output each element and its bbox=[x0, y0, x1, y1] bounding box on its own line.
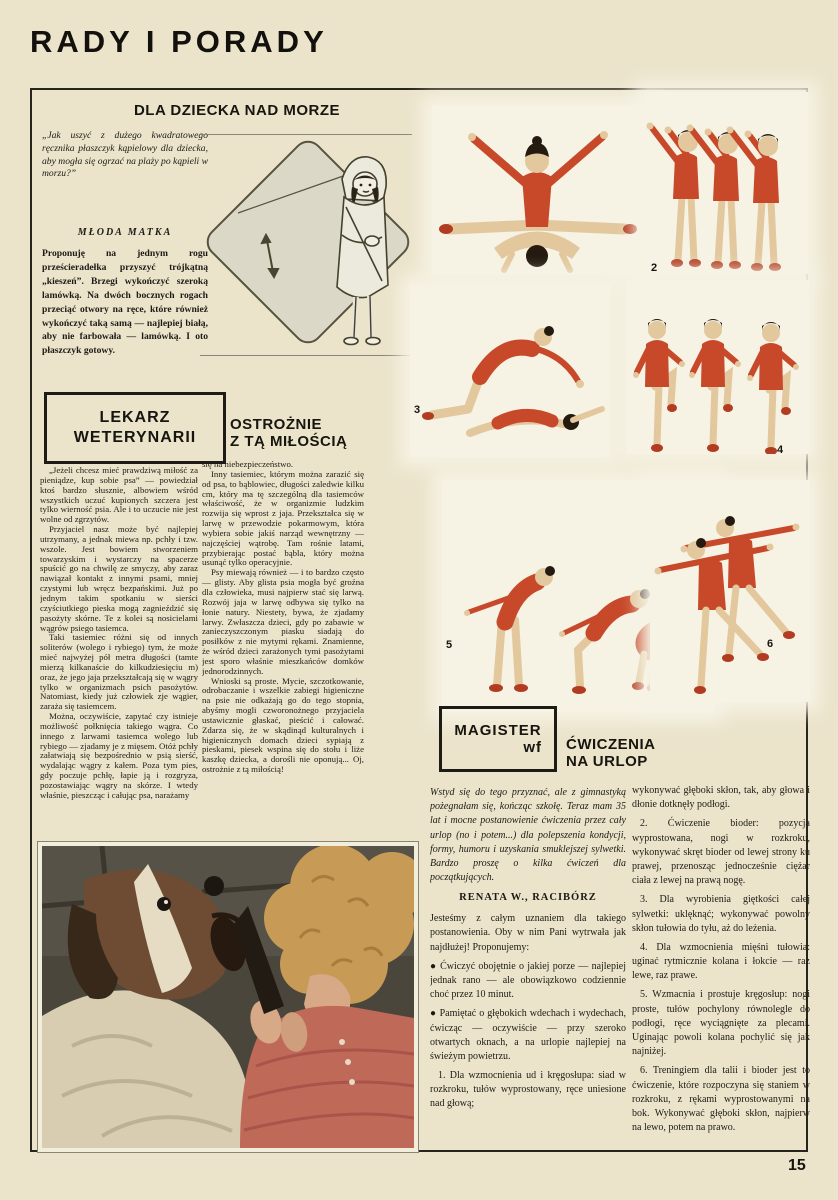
page-number: 15 bbox=[788, 1157, 806, 1174]
gymnasts-photo-2 bbox=[644, 92, 808, 274]
gymnasts-knee-raise-icon bbox=[627, 280, 809, 454]
gym-numbered-item: 2. Ćwiczenie bioder: pozycja wyprostowana, nogi w rozkroku, wykonywać skręt bioder od lewej strony ku prawej, przenosząc jednocześnie ciężar ciała z lewej na prawą nogę. bbox=[632, 818, 810, 887]
photo-number-6: 6 bbox=[767, 638, 774, 650]
gym-article-column-1 bbox=[430, 786, 626, 1152]
gym-article-title: ĆWICZENIA NA URLOP bbox=[566, 736, 656, 771]
child-in-towel-drawing-icon bbox=[200, 135, 412, 353]
vet-paragraph: się na niebezpieczeństwo. bbox=[202, 460, 294, 469]
gymnasts-backbend-icon bbox=[410, 285, 610, 457]
gym-article-column-2 bbox=[632, 784, 810, 1152]
reader-letter-signature: RENATA W., RACIBÓRZ bbox=[459, 892, 597, 904]
dog-photo-icon bbox=[42, 846, 414, 1148]
gym-numbered-item: 4. Dla wzmocnienia mięśni tułowia: uginać rytmicznie kolana i łokcie — raz lewe, raz prawe. bbox=[632, 941, 810, 982]
photo-number-5: 5 bbox=[446, 639, 453, 651]
vet-article-column-1 bbox=[40, 466, 198, 846]
gymnasts-photo-4 bbox=[627, 280, 809, 454]
gymnasts-standing-icon bbox=[644, 92, 808, 274]
gym-bullet-item: ● Ćwiczyć obojętnie o jakiej porze — najlepiej jednak rano — ale obowiązkowo codziennie choć przez 10 minut. bbox=[430, 960, 626, 1001]
photo-number-3: 3 bbox=[414, 404, 421, 416]
gym-numbered-item: 3. Dla wyrobienia giętkości całej sylwetki: uklęknąć; wykonywać powolny skłon tułowia do tyłu, aż do leżenia. bbox=[632, 894, 810, 934]
gym-paragraph: Jesteśmy z całym uznaniem dla takiego postanowienia. Oby w nim Pani wytrwała jak najdłużej! Proponujemy: bbox=[430, 913, 626, 953]
towel-illustration bbox=[200, 134, 412, 356]
vet-paragraph: „Jeżeli chcesz mieć prawdziwą miłość za pieniądze, kup sobie psa” — powiedział ktoś bardzo słusznie, albowiem wśród wszystkich uczuć kupionych szczera jest tylko wierność psia. Ale i to uczucie nie jest wolne od zgrzytów. bbox=[40, 466, 198, 525]
towel-article-quote: „Jak uszyć z dużego kwadratowego ręcznika płaszczyk kąpielowy dla dziecka, aby mogła się ogrzać na plaży po kąpieli w morzu?” bbox=[42, 130, 208, 180]
gym-bullet-item: ● Pamiętać o głębokich wdechach i wydechach, ćwicząc — oczywiście — przy szeroko otwartych oknach, a na urlopie najlepiej na świeżym powietrzu. bbox=[430, 1008, 626, 1062]
reader-letter: Wstyd się do tego przyznać, ale z gimnastyką pożegnałam się, kończąc szkołę. Teraz mam 35 lat i mocne postanowienie ćwiczenia przez cały urlop (no i potem...) dla polepszenia kondycji, formy, humoru i uzyskania smuklejszej sylwetki. Bardzo proszę o kilka ćwiczeń dla początkujących. bbox=[430, 787, 626, 884]
gymnasts-arms-out-icon bbox=[650, 480, 810, 702]
content-frame bbox=[30, 88, 808, 1152]
vet-rubric-line1: LEKARZ bbox=[99, 409, 171, 426]
towel-article-answer: Proponuję na jednym rogu prześcieradełka przyszyć trójkątną „kieszeń”. Brzegi wykończyć szeroką lamówką. Na dwóch bocznych rogach przeciąć otwory na ręce, które również wykończyć taką samą — najlepiej białą, aby nie farbowała — lamówką. I oto płaszczyk gotowy. bbox=[42, 248, 208, 357]
gym-paragraph: wykonywać głęboki skłon, tak, aby głowa i dłonie dotknęły podłogi. bbox=[632, 785, 810, 811]
gym-rubric-box bbox=[439, 706, 557, 772]
gymnasts-photo-3 bbox=[410, 285, 610, 457]
gym-rubric-line2: wf bbox=[523, 739, 542, 756]
gym-numbered-item: 5. Wzmacnia i prostuje kręgosłup: nogi proste, tułów pochylony równolegle do podłogi, ręce wyciągnięte za plecami. Uginając powoli kolana pochylić się jak najniżej. bbox=[632, 989, 810, 1058]
vet-paragraph: Wnioski są proste. Mycie, szczotkowanie, odrobaczanie i wszelkie zabiegi higieniczne na psie nie odkażają go do tego stopnia, abyśmy mogli czworonożnego przyjaciela ustawicznie głaskać, pieścić i całować. Zdarza się, że w skądinąd kulturalnych i higienicznych domach dzieci sypiają z pieskami, piesek wspina się do stołu i liże kaszkę dziecka, a dorośli nie oponują... Oj, ostrożnie z tą miłością! bbox=[202, 675, 364, 775]
vet-article-column-2 bbox=[202, 460, 364, 846]
vet-paragraph: Psy miewają również — i to bardzo często — glisty. Aby glista psia mogła być groźna dla człowieka, musi najpierw stać się larwą. Rozwój jaja w larwę odbywa się tylko na łonie natury. Niestety, bywa, że zjadamy larwy. Zwłaszcza dzieci, gdy po zabawie w zanieczyszczonym piasku siadają do posiłków z nie mytymi rękami. Znamienne, że wśród dzieci zarażonych tymi pasożytami jest sporo właśnie mieszkańców domków jednorodzinnych. bbox=[202, 567, 364, 676]
towel-article-signature: MŁODA MATKA bbox=[77, 227, 173, 238]
vet-paragraph: Można, oczywiście, zapytać czy istnieje możliwość połknięcia takiego wągra. Co innego z larwami tasiemca wolego lub rybiego — zjadamy je z mięsem. Otóż pchły załatwiają się bezpośrednio w psią sierść, wydalając wągry z kałem. Poza tym pies, gdy poczuje pchłę, łapie ją i rozgryza, pozostawiając wągry na skórze. I wtedy właśnie, pieszcząc i całując psa, narażamy bbox=[40, 711, 198, 800]
vet-paragraph: Taki tasiemiec różni się od innych soliterów (wolego i rybiego) tym, że może mieć najwyżej pół metra długości (tamte mierzą kilkanaście do kilkudziesięciu m) oraz, że jego jaja przekształcają się w wągry tylko w organizmach psich pasożytów. Natomiast, kiedy już człowiek zje wągier, zaraża się tasiemcem. bbox=[40, 632, 198, 712]
gymnasts-photo-6 bbox=[650, 480, 810, 702]
masthead: RADY I PORADY bbox=[30, 24, 328, 59]
photo-number-2: 2 bbox=[651, 262, 658, 274]
towel-article-title: DLA DZIECKA NAD MORZE bbox=[133, 102, 341, 119]
dog-and-child-photo bbox=[38, 842, 418, 1152]
gym-rubric-line1: MAGISTER bbox=[454, 722, 542, 739]
vet-article-title: OSTROŻNIE Z TĄ MIŁOŚCIĄ bbox=[230, 416, 348, 451]
vet-rubric-box bbox=[44, 392, 226, 464]
vet-rubric-line2: WETERYNARII bbox=[73, 429, 197, 446]
gymnasts-splits-icon bbox=[432, 105, 647, 275]
gymnasts-photo-1 bbox=[432, 105, 647, 275]
gym-numbered-item: 1. Dla wzmocnienia ud i kręgosłupa: siad w rozkroku, tułów wyprostowany, ręce uniesione nad głową; bbox=[430, 1070, 626, 1110]
vet-paragraph: Przyjaciel nasz może być najlepiej utrzymany, a jednak miewa np. pchły i tzw. wszole. Jest bowiem stworzeniem towarzyskim i wystarczy na spacerze spuścić go na chwilę ze smyczy, aby zaraz nawiązał kontakt z innymi psami, mniej czystymi lub wręcz bezpańskimi. Już po jednym takim spotkaniu w sierści czyściutkiego pieska mogą zagnieździć się pasożyty skórne. Te z kolei są nosicielami wągrów psiego tasiemca. bbox=[40, 524, 198, 633]
gym-numbered-item: 6. Treningiem dla talii i bioder jest to ćwiczenie, które rozpoczyna się staniem w rozkroku, z rękami wyprostowanymi na bok. Wykonywać głęboki skłon, najpierw na lewo, potem na prawo. bbox=[632, 1065, 810, 1134]
vet-paragraph: Inny tasiemiec, którym można zarazić się od psa, to bąblowiec, długości zaledwie kilku cm, który ma tę szczególną dla tasiemców właściwość, że w organizmie ludzkim rozwija się wprost z jaja. Przekształca się w larwę w przewodzie pokarmowym, która wybiera sobie jakiś narząd wewnętrzny — najczęściej wątrobę. Tam rośnie latami, przybierając postać bąbla, który można usunąć tylko operacyjnie. bbox=[202, 468, 364, 568]
photo-number-4: 4 bbox=[777, 444, 784, 456]
